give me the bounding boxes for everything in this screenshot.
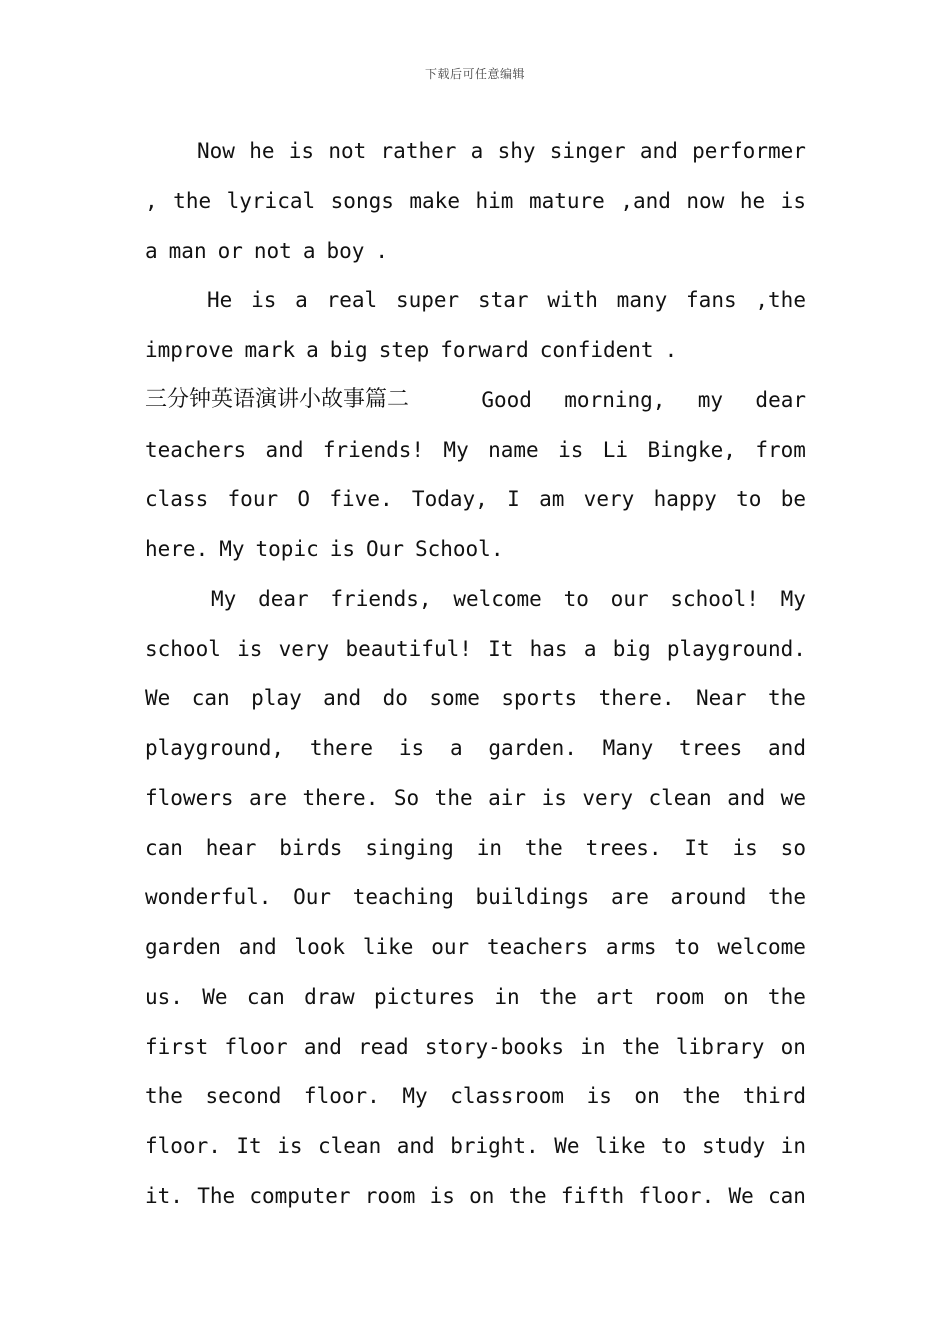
- word: teachers: [145, 437, 247, 462]
- text-line: [207, 285, 806, 315]
- word: hear: [205, 835, 257, 860]
- text-line: [145, 186, 806, 216]
- word: on: [634, 1084, 660, 1109]
- word: Now: [197, 139, 235, 163]
- word: the: [508, 1183, 547, 1208]
- text-line: [211, 584, 806, 614]
- word: is: [329, 537, 356, 561]
- word: It: [236, 1134, 262, 1158]
- word: is: [398, 736, 425, 760]
- word: here.: [145, 537, 209, 561]
- word: mature: [528, 188, 605, 213]
- word: he: [249, 139, 275, 163]
- word: floor.: [638, 1183, 715, 1208]
- word: my: [697, 387, 724, 412]
- word: singing: [365, 835, 454, 860]
- word: to: [661, 1134, 687, 1158]
- word: It: [684, 835, 710, 860]
- word: like: [595, 1134, 646, 1158]
- word: garden: [145, 935, 221, 959]
- word: to: [674, 935, 700, 959]
- word: or: [217, 238, 243, 263]
- word: the: [538, 984, 577, 1009]
- word: buildings: [475, 885, 590, 910]
- word: is: [586, 1084, 612, 1109]
- word: and: [639, 139, 678, 163]
- word: air: [488, 785, 527, 810]
- word: like: [362, 935, 414, 959]
- word: My: [211, 586, 237, 611]
- word: Li: [602, 437, 629, 462]
- word: My: [219, 537, 245, 561]
- word: a: [449, 736, 463, 760]
- word: topic: [255, 537, 319, 561]
- word: there.: [598, 686, 675, 711]
- word: and: [265, 437, 304, 462]
- word: can: [145, 835, 183, 860]
- word: play: [251, 686, 302, 711]
- section-heading: 三分钟英语演讲小故事篇二: [145, 386, 410, 412]
- word: Our: [293, 885, 332, 910]
- word: on: [469, 1183, 495, 1208]
- word: super: [395, 288, 460, 313]
- word: boy: [326, 238, 365, 263]
- word: to: [563, 586, 589, 611]
- word: ,: [145, 188, 158, 213]
- word: name: [488, 437, 539, 462]
- word: around: [670, 885, 747, 910]
- word: can: [768, 1183, 806, 1208]
- word: We: [202, 984, 228, 1009]
- word: school: [145, 636, 221, 661]
- word: man: [168, 238, 207, 263]
- word: happy: [653, 487, 717, 512]
- word: with: [547, 288, 598, 313]
- word: is: [780, 188, 806, 213]
- word: from: [755, 437, 806, 462]
- word: beautiful!: [345, 636, 472, 661]
- word: make: [409, 188, 460, 213]
- word: it.: [145, 1183, 183, 1208]
- word: Many: [602, 736, 654, 760]
- word: a: [306, 338, 319, 362]
- word: clean: [648, 785, 712, 810]
- word: can: [191, 686, 230, 711]
- word: pictures: [373, 984, 476, 1009]
- word: are: [610, 885, 649, 910]
- word: room: [653, 984, 705, 1009]
- word: arms: [605, 935, 657, 959]
- word: playground,: [145, 736, 285, 760]
- word: lyrical: [226, 188, 316, 213]
- word: .: [664, 338, 678, 362]
- word: star: [477, 288, 529, 313]
- word: birds: [279, 835, 343, 860]
- word: is: [558, 437, 584, 462]
- word: school!: [670, 586, 759, 611]
- word: fifth: [560, 1183, 625, 1208]
- word: is: [288, 139, 315, 163]
- text-line: [145, 882, 806, 912]
- page-header: 下载后可任意编辑: [424, 67, 525, 81]
- word: third: [742, 1084, 806, 1109]
- word: step: [378, 338, 430, 362]
- text-line: [145, 1131, 806, 1161]
- word: class: [145, 487, 209, 512]
- word: sports: [501, 686, 578, 711]
- word: We: [554, 1134, 580, 1158]
- word: It: [488, 636, 514, 661]
- word: look: [294, 935, 345, 959]
- word: Near: [695, 686, 747, 711]
- word: and: [396, 1134, 435, 1158]
- word: many: [616, 288, 668, 313]
- word: some: [429, 686, 480, 711]
- word: is: [541, 785, 567, 810]
- word: library: [675, 1034, 765, 1059]
- text-line: [145, 534, 806, 564]
- word: the: [434, 785, 473, 810]
- word: very: [583, 487, 635, 512]
- word: floor.: [145, 1134, 221, 1158]
- word: do: [382, 686, 408, 711]
- word: a: [302, 238, 316, 263]
- word: welcome: [717, 935, 806, 959]
- text-line: [145, 385, 806, 415]
- word: friends,: [330, 586, 432, 611]
- word: our: [610, 586, 649, 611]
- word: clean: [318, 1134, 382, 1158]
- text-line: [145, 634, 806, 664]
- word: School.: [414, 537, 504, 561]
- word: real: [326, 288, 378, 313]
- word: there.: [302, 785, 379, 810]
- word: O: [297, 487, 311, 512]
- word: Our: [366, 537, 404, 561]
- word: singer: [549, 139, 626, 163]
- word: Good: [481, 387, 532, 412]
- word: a: [583, 636, 597, 661]
- word: very: [278, 636, 330, 661]
- word: Today,: [411, 487, 488, 512]
- word: big: [329, 338, 368, 362]
- word: dear: [258, 586, 309, 611]
- text-line: [145, 833, 806, 863]
- word: second: [205, 1084, 282, 1109]
- word: in: [780, 1134, 806, 1158]
- word: floor.: [303, 1084, 380, 1109]
- word: there: [309, 736, 374, 760]
- word: bright.: [450, 1134, 539, 1158]
- word: dear: [755, 387, 806, 412]
- word: We: [728, 1183, 754, 1208]
- word: our: [431, 935, 470, 959]
- text-line: [145, 982, 806, 1012]
- word: the: [524, 835, 563, 860]
- text-line: [197, 136, 806, 166]
- word: mark: [244, 338, 296, 362]
- word: playground.: [666, 636, 806, 661]
- word: friends!: [322, 437, 425, 462]
- word: read: [358, 1034, 409, 1059]
- word: room: [364, 1183, 416, 1208]
- text-line: [145, 733, 806, 763]
- word: My: [402, 1084, 428, 1109]
- word: so: [780, 835, 806, 860]
- word: on: [723, 984, 749, 1009]
- word: am: [539, 487, 565, 512]
- text-line: [145, 435, 806, 465]
- word: not: [253, 238, 292, 263]
- word: him: [475, 188, 514, 213]
- word: in: [476, 835, 502, 860]
- word: to: [736, 487, 762, 512]
- word: the: [682, 1084, 721, 1109]
- word: shy: [497, 139, 536, 163]
- word: has: [529, 636, 568, 661]
- word: ,the: [755, 288, 806, 313]
- word: story-books: [424, 1034, 564, 1059]
- word: The: [197, 1183, 236, 1208]
- word: first: [145, 1034, 209, 1059]
- word: is: [732, 835, 758, 860]
- word: art: [596, 984, 635, 1009]
- word: and: [303, 1034, 342, 1059]
- word: is: [429, 1183, 455, 1208]
- word: a: [470, 139, 484, 163]
- word: can: [246, 984, 285, 1009]
- word: computer: [249, 1183, 351, 1208]
- word: garden.: [488, 736, 577, 760]
- word: teaching: [352, 885, 454, 910]
- word: and: [323, 686, 362, 711]
- word: not: [328, 139, 367, 163]
- text-line: [145, 1181, 806, 1211]
- word: the: [621, 1034, 660, 1059]
- word: now: [686, 188, 725, 213]
- word: ,and: [620, 188, 671, 213]
- text-line: [145, 783, 806, 813]
- word: My: [443, 437, 469, 462]
- word: big: [612, 636, 651, 661]
- text-line: [145, 932, 806, 962]
- word: improve: [145, 338, 234, 362]
- word: the: [768, 686, 806, 711]
- word: I: [507, 487, 520, 512]
- word: floor: [224, 1034, 288, 1059]
- word: is: [277, 1134, 303, 1158]
- word: the: [173, 188, 212, 213]
- word: trees: [679, 736, 743, 760]
- word: wonderful.: [145, 885, 272, 910]
- word: confident: [539, 338, 654, 362]
- word: five.: [329, 487, 393, 512]
- word: us.: [145, 984, 183, 1009]
- word: and: [238, 935, 277, 959]
- word: classroom: [450, 1084, 564, 1109]
- word: and: [727, 785, 766, 810]
- word: the: [145, 1084, 183, 1109]
- word: performer: [692, 139, 806, 163]
- text-line: [145, 1081, 806, 1111]
- word: We: [145, 686, 171, 711]
- word: in: [494, 984, 520, 1009]
- word: he: [739, 188, 766, 213]
- word: flowers: [145, 785, 234, 810]
- word: very: [582, 785, 633, 810]
- word: the: [768, 885, 806, 910]
- word: on: [780, 1034, 806, 1059]
- text-line: [145, 484, 806, 514]
- word: a: [295, 288, 308, 313]
- word: teachers: [486, 935, 589, 959]
- word: is: [251, 288, 277, 313]
- text-line: [145, 335, 806, 365]
- word: morning,: [564, 387, 666, 412]
- word: four: [227, 487, 279, 512]
- word: a: [145, 238, 158, 263]
- text-line: [145, 236, 806, 266]
- word: we: [780, 785, 806, 810]
- text-line: [145, 1032, 806, 1062]
- word: the: [767, 984, 806, 1009]
- word: study: [701, 1134, 766, 1158]
- text-line: [145, 683, 806, 713]
- word: songs: [330, 188, 394, 213]
- word: draw: [304, 984, 355, 1009]
- word: He: [207, 288, 233, 313]
- word: .: [375, 238, 389, 263]
- word: be: [780, 487, 806, 512]
- word: fans: [686, 288, 737, 313]
- word: and: [768, 736, 806, 760]
- word: Bingke,: [647, 437, 736, 462]
- word: is: [237, 636, 263, 661]
- word: My: [780, 586, 806, 611]
- word: rather: [380, 139, 457, 163]
- word: in: [580, 1034, 606, 1059]
- word: So: [393, 785, 420, 810]
- word: welcome: [453, 586, 542, 611]
- word: forward: [440, 338, 529, 362]
- word: trees.: [585, 835, 662, 860]
- word: are: [249, 785, 287, 810]
